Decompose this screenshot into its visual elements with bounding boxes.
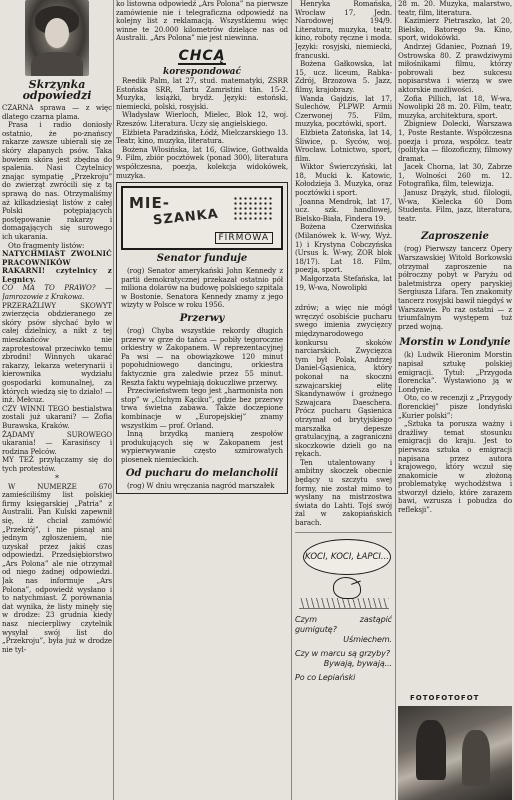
article-heading: Morstin w Londynie [399,337,511,349]
gag-answer: Bywają, bywają... [323,658,392,668]
logo-dots-pattern [233,196,273,222]
logo-line: MIE- [129,194,170,213]
pen-pal-entry: Wanda Gajdzis, lat 17, Sulechów, PLPWP. Armii Czerwonej 75. Film, muzyka, pocztówki, sport. [295,93,392,129]
mieszanka-box [116,182,288,494]
paragraph: zdrów; a więc nie mógł wręczyć osobiście pucharu swego imienia zwycięzcy międzynarodowego konkursu skoków narciarskich. Zwycięzca tym był Polak, Andrzej Daniel-Gąsienica, który pokonał na skoczni szwajcarskiej elitę Skandynawów i groźnego Szwajcara Daeschera. Prócz pucharu Gąsienica otrzymał od brytyjskiego marszałka depesze gratulacyjną, a zagraniczni skoczkowie dzieli go na rękach. [295,303,392,459]
paragraph: (rog) W dniu wręczania nagród marszałek [127,480,275,490]
section-separator: * [55,473,59,483]
paragraph: „Sztuka ta porusza ważny i drażliwy temat stosunku emigracji do kraju. Jest to pierwsza sztuka o emigracji napisana przez autora krajowego, który wczuł się znakomicie w złożoną problematykę wychodźstwa i stworzył dzieło, które zarazem bawi, wzrusza i pobudza do refleksji”. [398,419,512,515]
column-divider [113,0,114,800]
chca-subheading: korespondować [163,66,241,77]
pen-pal-entry: Wiktor Świerczyński, lat 18, Mucki k. Katowic, Kołodzieja 3. Muzyka, oraz pocztówki i sport. [295,162,392,198]
paragraph: Oto fragmenty listów: [8,240,85,250]
paragraph: MY TEŻ przyłączamy się do tych protestów. [2,455,112,473]
pen-pal-entry: Małgorzata Stefańska, lat 19, W-wa, Nowolipki [295,274,392,292]
paragraph: ŻĄDAMY SUROWEGO ukarania! — Karasińscy i rodzina Pelców. [2,429,112,456]
paragraph: W NUMERZE 670 zamieściliśmy list polskiej firmy księgarskiej „Patria” z Australii. Pan Kulski zapewnił się, iż chciał zamówić „Przekrój”, i nie pisnął ani jednym zgłoszeniem, nie uzyskał przez jakiś czas odpowiedzi. Przedsiębiorstwo „Ars Polona” ale nie otrzymał od niego żadnej odpowiedzi. Jak nas informuje „Ars Polona”, odpowiedź wysłano i to natychmiast. Z porównania dat wynika, że listy minęły się w drodze: 23 grudnia kiedy nasz niecierpliwy czytelnik wysyłał swój list do „Przekroju”, była już w drodze nie tyl- [2,481,112,654]
paragraph: CZARNA sprawa — z więc dlatego czarna plama. [2,103,112,121]
paragraph: Przeciwieństwem tego jest „harmonista non stop” w „Cichym Kąciku”, gdzie bez przerwy trwa świetna zabawa. Także doczepione kombinacje w „Europejskiej” znamy wszystkim — prof. Orland. [121,386,283,430]
mailbox-heading: Skrzynka odpowiedzi [22,78,92,102]
pen-pal-entry: Elżbieta Paradzińska, Łódź, Mielczarskiego 13. Teatr, kino, muzyka, literatura. [116,127,288,146]
pen-pal-entry: Kazimierz Pietraszko, lat 20, Bielsko, Batorego 9a. Kino, sport, widokówki. [398,16,512,43]
paragraph: Inną brzydką manierą zespołów produkujących się w Zakopanem jest wypierwywanie często szmirowatych piosenek niemieckich. [121,429,283,464]
pen-pal-entry: Bożena Gałkowska, lat 15, ucz. liceum, Rabka-Zdrój, Brzozowa 5. Jazz, filmy, krajobrazy. [295,59,392,94]
paragraph: Ten utalentowany i ambitny skoczek obecnie będący u szczytu swej formy, nie został mimo to wysłany na mistrzostwa świata do Lahti. Tojś swój żal w zakopiańskich barach. [295,457,392,528]
paragraph: (rog) Pierwszy tancerz Opery Warszawskiej Witold Borkowski otrzymał zaproszenie na półroczny pobyt w Paryżu od baletmistrza opery paryskiej Sergiusza Lifara. Ten znakomity tancerz rosyjski bawił niegdyś w Warszawie. Po raz ostatni — z triumfalnym występem tuż przed wojną. [398,244,512,331]
grass-drawing [299,598,389,609]
logo-line: SZANKA [152,206,220,229]
paragraph: NATYCHMIAST ZWOLNIĆ PRACOWNIKÓW RAKARNI! czytelnicy z Legnicy. [2,249,112,284]
bird-drawing [333,577,361,599]
paragraph: Oto, co w recenzji z „Przygody florenckiej” pisze londyński „Kurier polski”: [398,393,512,420]
pen-pal-entry: Bożena Czerwińska (Milanówek k. W-wy, Wyż. 1) i Krystyna Cobczyńska (Ursus k. W-wy, ZOR blok 18/17). Lat 18. Film, poezja, sport. [295,222,392,275]
gag-question: Czym zastąpić gumigutę? [295,614,392,634]
column-letters [2,0,112,654]
column-divider [291,0,292,800]
columnist-portrait [25,0,89,76]
pen-pal-entry: Bożena Włosińska, lat 16, Gliwice, Gottwalda 9. Film, zbiór pocztówek (ponad 300), literatura współczesna, poezja, kolekcja widokówek, muzyka. [116,144,288,180]
pen-pal-entry: Joanna Mendrok, lat 17, ucz. szk. handlowej, Bielsko-Biała, Findera 19. [295,196,392,223]
pen-pal-entry: Jacek Chorna, lat 30, Zabrze 1, Wolności 260 m. 12. Fotografika, film, telewizja. [398,162,512,189]
column-correspondence [116,0,288,498]
paragraph: ko listowna odpowiedź „Ars Polona” na pierwsze zamówienie nie i telegraficzna odpowiedź na kolejny list z reklamacją. Wszystkiemu więc winne te 20.000 kilometrów dzielące nas od Australii. „Ars Polona” nie jest niewinna. [116,0,288,43]
paragraph: CO MA TO PRAWO? — Jamrozowie z Krakowa. [2,283,112,302]
pen-pal-entry: Andrzej Gdaniec, Poznań 19, Ostrowska 80. Z prawdziwymi miłośnikami filmu, którzy pobrowali bez sukcesu nopisarstwa i wierzą w swe aktorskie możliwości. [398,41,512,94]
column-pen-pals [295,0,392,683]
article-heading: Senator funduje [156,253,248,265]
pen-pal-entry: Władysław Wierloch, Mielec, Blok 12, woj. Rzeszów. Literatura. Uczy się angielskiego. [116,110,288,128]
gag-question: Po co Lepiański [295,672,356,682]
pen-pal-entry: Reedik Palm, lat 27, stud. matematyki, ZSRR Estońska SRR, Tartu Zamristini tän. 15-2. Muzyka, książki, brydż. Języki: estoński, niemiecki, polski, rosyjski. [116,75,288,111]
speech-bubble: KOCI, KOCI, ŁAPCI... [303,539,391,575]
paragraph: CZY WINNI TEGO bestialstwa zostali już ukarani? — Zofia Burawska, Kraków. [2,403,112,430]
cartoon [295,532,392,615]
paragraph: (rog) Senator amerykański John Kennedy z partii demokratycznej przekazał ostatnio pół miliona dolarów na budowę polskiego szpitala w Bostonie. Senatora Kennedy znamy z jego wizyty w Polsce w roku 1956. [121,266,283,310]
paragraph: (rog) Chyba wszystkie rekordy długich przerw w grze do tańca — pobiły tegoroczne orkiestry w Zakopanem. W reprezentacyjnej Pa wsi — na obowiązkowe 120 minut popołudniowego dancingu, orkiestra faktycznie gra zaledwie przez 55 minut. Reszta faktu wypełniają dokuczliwe przerwy. [121,326,283,387]
column-divider [395,0,396,800]
photo-caption: FOTOFOTOFOT [410,694,480,702]
pen-pal-entry: Henryka Romańska, Wrocław 17, Jedn. Narodowej 194/9. Literatura, muzyka, teatr, kino, roboty ręczne i moda. Języki: rosyjski, niemiecki, francuski. [295,0,392,60]
chca-logo-text: CHCĄ [178,47,226,64]
gag-question: Czy w marcu są grzyby? [295,648,390,658]
column-news [398,0,512,515]
paragraph: Prasa i radio doniosły ostatnio, że po-znańscy rakarze zawsze ubierali się ze skóry złapanych psów. Taka bowiem skóra jest zbędna do spalenia. Nasi Czytelnicy znając sympatię „Przekroju” do zwierząt zwrócili się z tą sprawą do nas. Otrzymaliśmy aż kilkadziesiąt listów z całej Polski potępiających postępowanie rakarzy i domagających się surowego ich ukarania. [2,120,112,241]
gag-column [295,615,392,683]
mieszanka-logo [121,186,283,250]
article-heading: Od pucharu do melancholii [125,467,279,479]
logo-line: FIRMOWA [215,232,274,244]
news-photo [398,706,512,800]
chca-logo [116,45,288,65]
article-heading: Zaproszenie [421,231,489,243]
pen-pal-entry: Zofia Pillich, lat 18, W-wa, Nowolipki 28 m. 20. Film, teatr, muzyka, architektura, sport. [398,93,512,120]
paragraph: 28 m. 20. Muzyka, malarstwo, teatr, film, literatura. [398,0,512,17]
gag-answer: Uśmiechem. [343,634,392,644]
pen-pal-entry: Zbigniew Dolecki, Warszawa 1, Poste Restante. Współczesna poezja i proza, współcz. teatr (polityka — filozoficzny, filmowy dramat. [398,119,512,163]
article-heading: Przerwy [179,313,225,325]
paragraph: PRZERAŻLIWY SKOWYT zwierzęcia obdzieranego ze skóry psów słychać było w całej dzielnicy, a nikt z tej mieszkańców nie zaprotestował przeciwko temu zbrodni! Winnych ukarać rakarzy, lekarza weterynarii i kierownika wydziału gospodarki komunalnej, za których wiedzą się to działo! — inż. Mełcuz. [2,300,112,405]
paragraph: (k) Ludwik Hieronim Morstin napisał sztukę polskiej emigracji. Tytuł: „Przygoda florencka”. Wystawiono ją w Londynie. [398,350,512,394]
pen-pal-entry: Elżbieta Zatońska, lat 14, Śliwice, p. Syców, woj. Wrocław. Lotnictwo, sport, film. [295,127,392,163]
pen-pal-entry: Janusz Drążyk, stud. filologii, W-wa, Kielecka 60 Dom Studenta. Film, jazz, literatura, teatr. [398,188,512,223]
